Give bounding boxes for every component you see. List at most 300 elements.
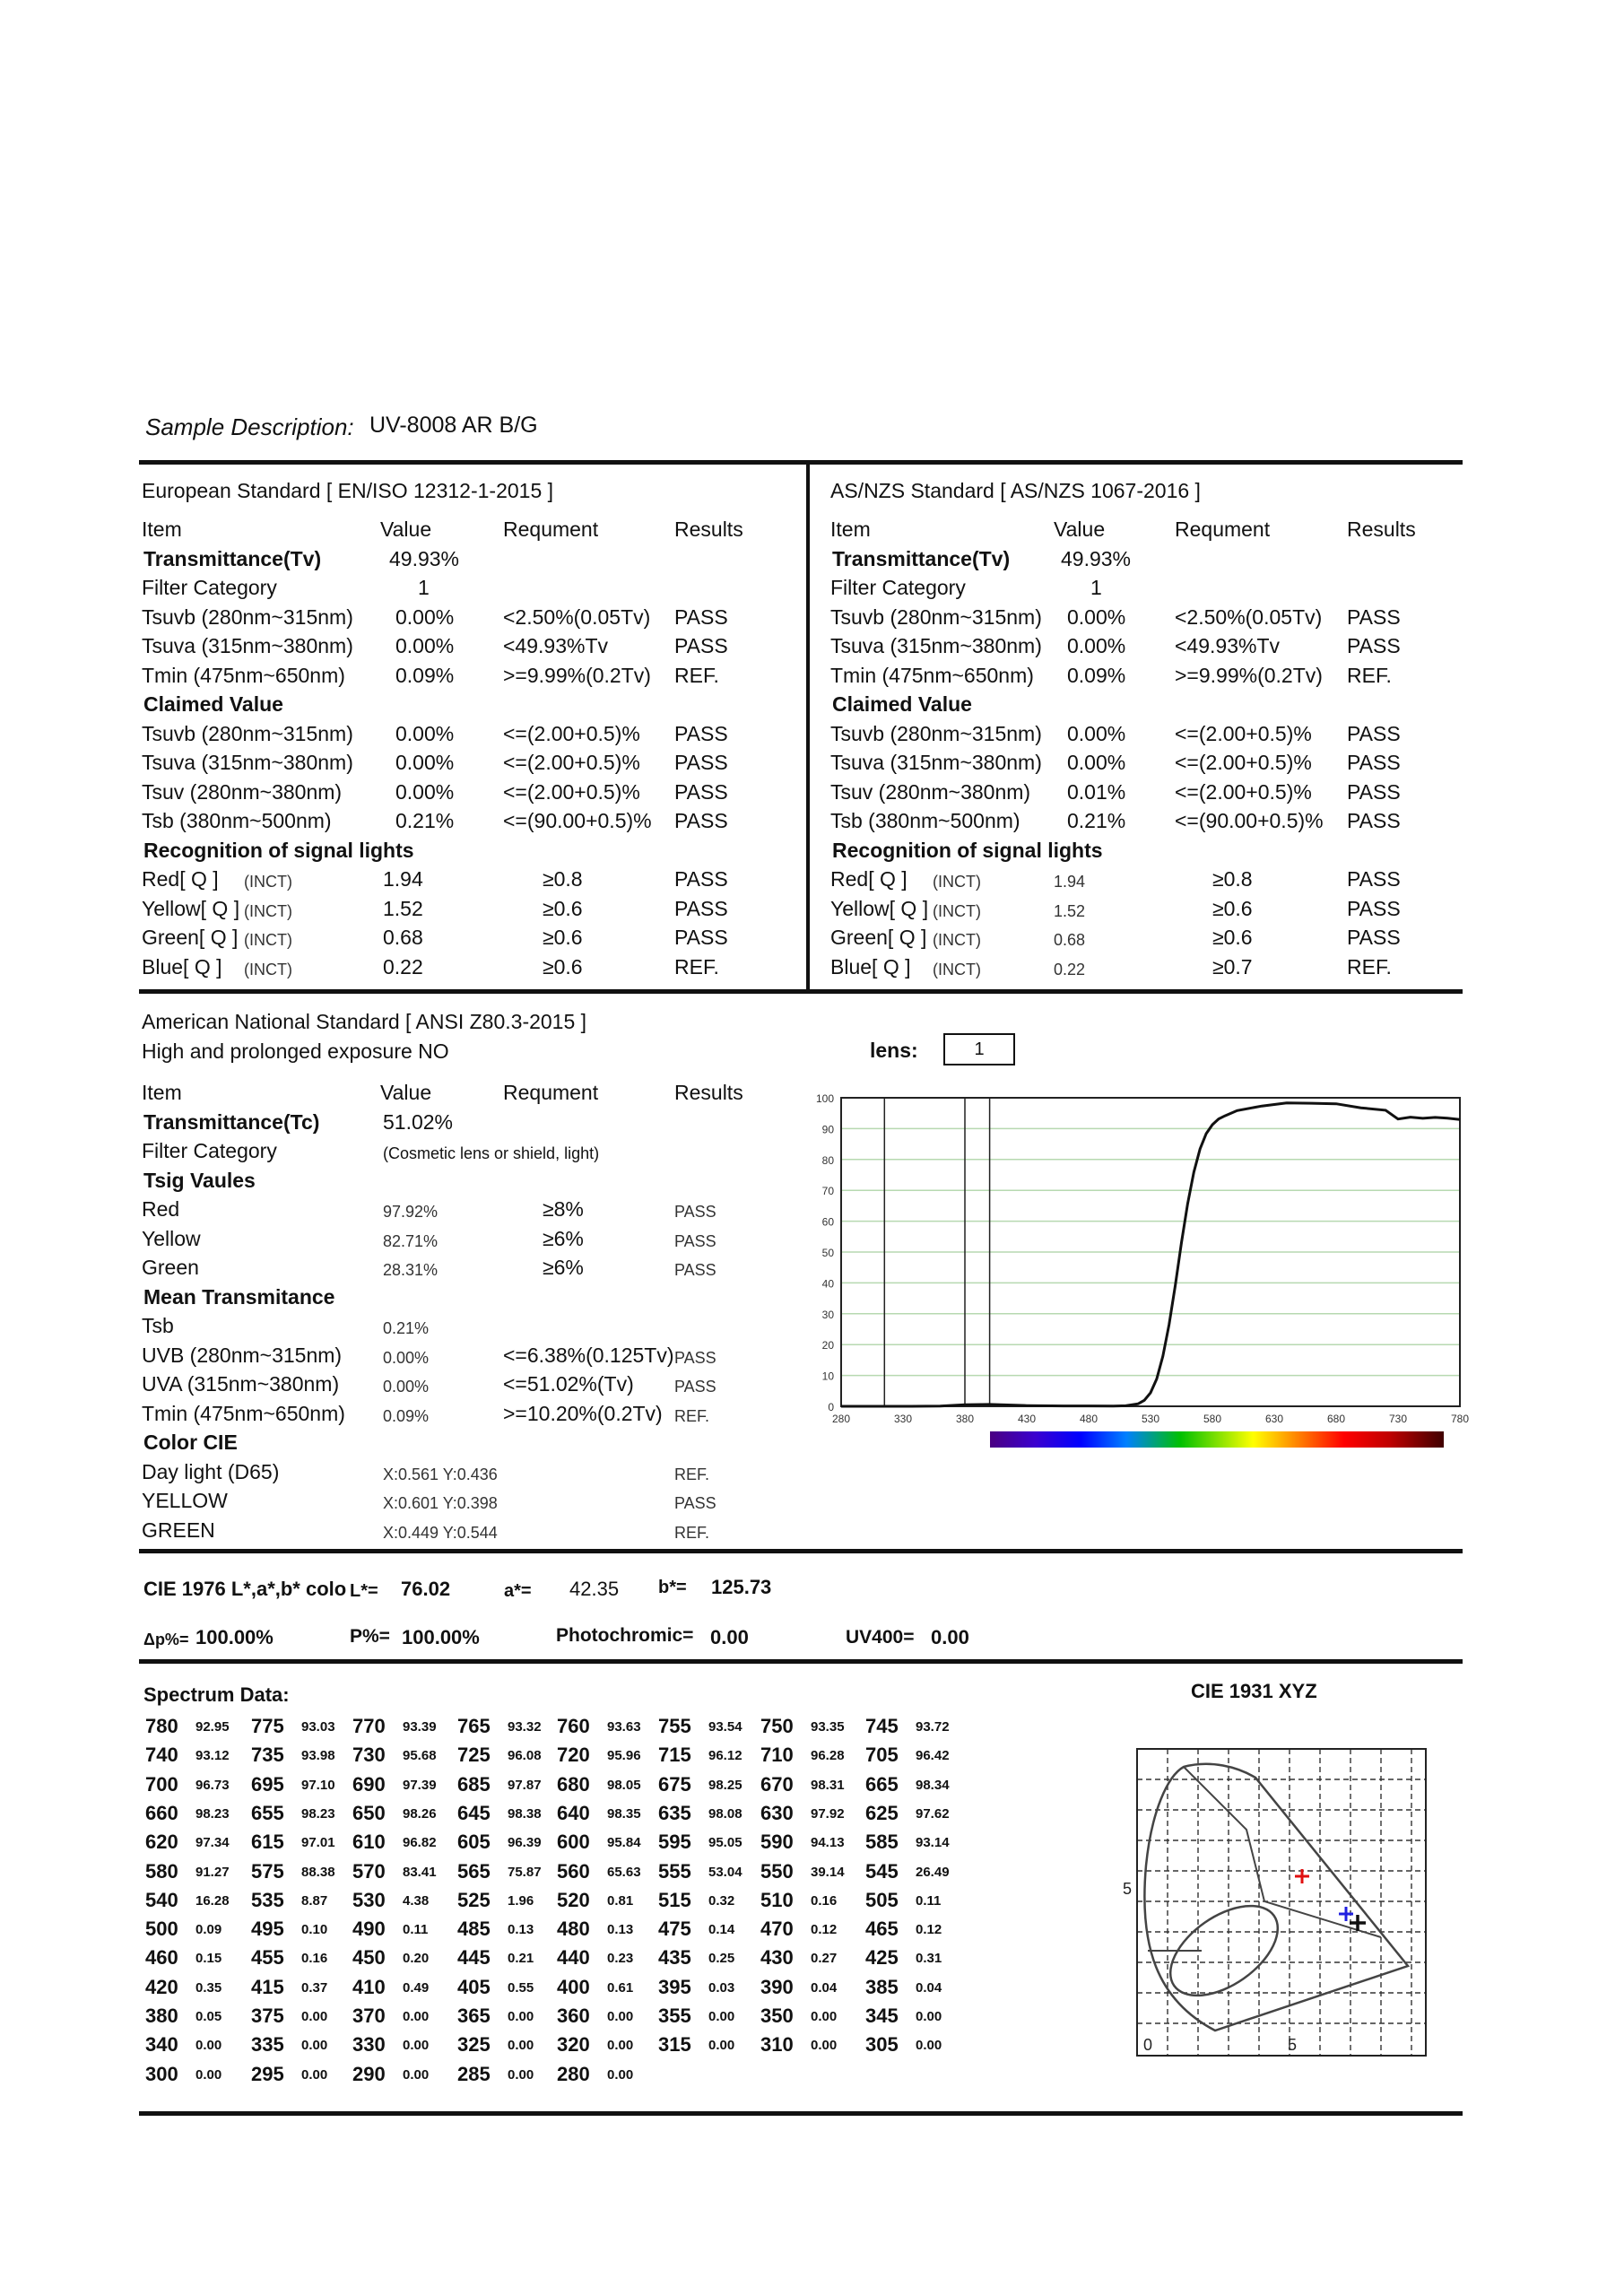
spectrum-value: 98.25	[708, 1777, 743, 1793]
as-title: AS/NZS Standard [ AS/NZS 1067-2016 ]	[830, 479, 1201, 502]
eu-signal-value: 1.52	[383, 897, 423, 920]
spectrum-wavelength: 575	[251, 1859, 284, 1883]
as-signal-result: PASS	[1347, 926, 1401, 949]
chart-x-tick-label: 530	[1141, 1413, 1160, 1425]
spectrum-value: 93.54	[708, 1719, 743, 1735]
P-value: 100.00%	[402, 1626, 480, 1648]
chart-y-tick-label: 40	[821, 1277, 834, 1291]
eu-claimed-title: Claimed Value	[143, 692, 283, 716]
eu-signal-tag: (INCT)	[244, 873, 292, 891]
dp-label: Δp%=	[143, 1631, 189, 1648]
as-header-req: Requment	[1175, 517, 1271, 541]
spectrum-wavelength: 310	[760, 2033, 794, 2057]
ansi-cie-result: PASS	[674, 1494, 716, 1512]
cie1931-diagram	[1121, 1731, 1444, 2072]
eu-claimed-req: <=(90.00+0.5)%	[503, 809, 652, 832]
top-rule	[139, 460, 1463, 465]
as-row-req: <49.93%Tv	[1175, 634, 1280, 657]
spectrum-wavelength: 475	[658, 1918, 691, 1941]
chart-x-tick-label: 630	[1264, 1413, 1284, 1425]
as-signal-label: Blue[ Q ]	[830, 955, 911, 978]
chart-x-tick-label: 430	[1017, 1413, 1037, 1425]
spectrum-wavelength: 280	[557, 2062, 590, 2085]
spectrum-value: 0.00	[301, 2038, 328, 2054]
spectrum-value: 98.34	[916, 1777, 950, 1793]
cie-locus	[1144, 1764, 1408, 2031]
spectrum-value: 96.42	[916, 1748, 950, 1764]
eu-row-value: 0.09%	[395, 664, 455, 687]
chart-y-tick-label: 30	[821, 1308, 834, 1321]
as-signal-req: ≥0.7	[1212, 955, 1253, 978]
chart-y-tick-label: 60	[821, 1215, 834, 1229]
eu-signal-result: PASS	[674, 897, 728, 920]
spectrum-wavelength: 755	[658, 1715, 691, 1737]
spectrum-wavelength: 320	[557, 2033, 590, 2057]
ansi-mean-result: PASS	[674, 1349, 716, 1367]
ansi-header-value: Value	[380, 1081, 432, 1104]
as-row-value: 0.00%	[1067, 634, 1126, 657]
eu-row-value: 0.00%	[395, 605, 455, 629]
eu-claimed-label: Tsuv (280nm~380nm)	[142, 780, 343, 804]
spectrum-wavelength: 625	[865, 1801, 899, 1824]
ansi-filter-label: Filter Category	[142, 1139, 277, 1162]
ansi-cie-result: REF.	[674, 1524, 710, 1542]
spectrum-value: 53.04	[708, 1864, 743, 1880]
spectrum-value: 75.87	[508, 1864, 542, 1880]
spectrum-value: 1.96	[508, 1892, 534, 1909]
cie-label-0: 0	[1143, 2036, 1153, 2054]
as-row-result: PASS	[1347, 605, 1401, 629]
as-signal-req: ≥0.6	[1212, 926, 1253, 949]
spectrum-wavelength: 420	[145, 1975, 178, 1998]
eu-claimed-result: PASS	[674, 722, 728, 745]
eu-signal-result: PASS	[674, 926, 728, 949]
ansi-cie-result: REF.	[674, 1465, 710, 1483]
spectrum-value: 0.13	[508, 1922, 534, 1938]
spectrum-wavelength: 290	[352, 2062, 386, 2085]
chart-x-tick-label: 730	[1388, 1413, 1408, 1425]
spectrum-wavelength: 405	[457, 1975, 491, 1998]
as-claimed-req: <=(2.00+0.5)%	[1175, 780, 1312, 804]
spectrum-wavelength: 630	[760, 1801, 794, 1824]
eu-row-label: Tsuvb (280nm~315nm)	[142, 605, 353, 629]
as-row-req: >=9.99%(0.2Tv)	[1175, 664, 1323, 687]
spectrum-value: 94.13	[811, 1835, 845, 1851]
as-signal-label: Yellow[ Q ]	[830, 897, 929, 920]
eu-signal-value: 1.94	[383, 867, 423, 891]
section-divider	[806, 465, 810, 994]
eu-claimed-value: 0.21%	[395, 809, 455, 832]
ansi-cie-label: Day light (D65)	[142, 1460, 280, 1483]
as-transmittance-label: Transmittance(Tv)	[832, 547, 1011, 570]
spectrum-wavelength: 440	[557, 1946, 590, 1970]
ansi-tsig-result: PASS	[674, 1203, 716, 1221]
as-filter-label: Filter Category	[830, 576, 966, 599]
as-claimed-result: PASS	[1347, 780, 1401, 804]
spectrum-value: 97.10	[301, 1777, 335, 1793]
ansi-tsig-req: ≥6%	[543, 1256, 584, 1279]
as-claimed-result: PASS	[1347, 722, 1401, 745]
as-transmittance-value: 49.93%	[1061, 547, 1132, 570]
spectrum-wavelength: 570	[352, 1859, 386, 1883]
ansi-transmittance-value: 51.02%	[383, 1110, 454, 1134]
spectrum-wavelength: 730	[352, 1744, 386, 1767]
spectrum-wavelength: 620	[145, 1831, 178, 1854]
spectrum-value: 97.62	[916, 1805, 950, 1822]
chart-x-tick-label: 380	[955, 1413, 975, 1425]
ansi-cie-title: Color CIE	[143, 1431, 238, 1454]
spectrum-wavelength: 530	[352, 1888, 386, 1911]
spectrum-wavelength: 590	[760, 1831, 794, 1854]
spectrum-wavelength: 780	[145, 1715, 178, 1737]
as-signal-tag: (INCT)	[933, 902, 981, 920]
ansi-mean-req: <=6.38%(0.125Tv)	[503, 1344, 674, 1367]
spectrum-wavelength: 770	[352, 1715, 386, 1737]
spectrum-wavelength: 315	[658, 2033, 691, 2057]
ansi-mean-value: 0.00%	[383, 1378, 430, 1396]
ansi-mean-req: >=10.20%(0.2Tv)	[503, 1402, 663, 1425]
spectrum-wavelength: 370	[352, 2005, 386, 2027]
spectrum-wavelength: 470	[760, 1918, 794, 1941]
ansi-cie-value: X:0.561 Y:0.436	[383, 1465, 498, 1483]
bottom-rule	[139, 2111, 1463, 2116]
as-signal-tag: (INCT)	[933, 873, 981, 891]
eu-claimed-value: 0.00%	[395, 751, 455, 774]
spectrum-value: 97.39	[403, 1777, 437, 1793]
dp-value: 100.00%	[195, 1626, 274, 1648]
chart-y-tick-label: 100	[815, 1092, 834, 1105]
spectrum-value: 0.10	[301, 1922, 328, 1938]
spectrum-wavelength: 410	[352, 1975, 386, 1998]
chart-x-tick-label: 480	[1079, 1413, 1099, 1425]
spectrum-value: 0.12	[916, 1922, 942, 1938]
ansi-transmittance-label: Transmittance(Tc)	[143, 1110, 320, 1134]
eu-signal-label: Yellow[ Q ]	[142, 897, 240, 920]
ansi-header-req: Requment	[503, 1081, 599, 1104]
ansi-tsig-req: ≥6%	[543, 1227, 584, 1250]
eu-signal-result: REF.	[674, 955, 719, 978]
spectrum-wavelength: 715	[658, 1744, 691, 1767]
cie1976-label: CIE 1976 L*,a*,b* colo	[143, 1578, 347, 1600]
as-signal-value: 1.52	[1054, 902, 1086, 920]
as-signal-title: Recognition of signal lights	[832, 839, 1103, 862]
as-claimed-req: <=(2.00+0.5)%	[1175, 751, 1312, 774]
eu-signal-req: ≥0.8	[543, 867, 583, 891]
spectrum-wavelength: 725	[457, 1744, 491, 1767]
spectrum-value: 26.49	[916, 1864, 950, 1880]
spectrum-wavelength: 340	[145, 2033, 178, 2057]
as-filter-value: 1	[1090, 576, 1102, 599]
spectrum-value: 0.11	[403, 1922, 429, 1938]
eu-claimed-result: PASS	[674, 780, 728, 804]
spectrum-value: 0.00	[403, 2038, 430, 2054]
as-claimed-value: 0.00%	[1067, 722, 1126, 745]
spectrum-value: 0.16	[811, 1892, 838, 1909]
spectrum-wavelength: 635	[658, 1801, 691, 1824]
ansi-cie-label: GREEN	[142, 1518, 215, 1542]
as-row-label: Tsuvb (280nm~315nm)	[830, 605, 1042, 629]
as-claimed-result: PASS	[1347, 751, 1401, 774]
as-header-item: Item	[830, 517, 871, 541]
cie-label-5y: 5	[1123, 1880, 1133, 1898]
spectrum-wavelength: 710	[760, 1744, 794, 1767]
spectrum-wavelength: 385	[865, 1975, 899, 1998]
spectrum-value: 98.38	[508, 1805, 542, 1822]
spectrum-value: 0.00	[301, 2066, 328, 2083]
eu-claimed-value: 0.00%	[395, 780, 455, 804]
cie1976-L-label: L*=	[350, 1581, 378, 1601]
as-row-result: REF.	[1347, 664, 1392, 687]
as-signal-tag: (INCT)	[933, 961, 981, 978]
spectrum-value: 96.28	[811, 1748, 845, 1764]
chart-x-tick-label: 780	[1450, 1413, 1469, 1425]
ansi-title: American National Standard [ ANSI Z80.3-2015 ]	[142, 1010, 587, 1033]
as-signal-req: ≥0.6	[1212, 897, 1253, 920]
spectrum-value: 0.00	[508, 2066, 534, 2083]
eu-signal-value: 0.68	[383, 926, 423, 949]
spectrum-value: 0.00	[811, 2009, 838, 2024]
chart-x-tick-label: 280	[831, 1413, 851, 1425]
ansi-filter-value: (Cosmetic lens or shield, light)	[383, 1144, 600, 1162]
spectrum-value: 95.68	[403, 1748, 437, 1764]
spectrum-wavelength: 425	[865, 1946, 899, 1970]
as-signal-label: Red[ Q ]	[830, 867, 908, 891]
spectrum-wavelength: 750	[760, 1715, 794, 1737]
spectrum-value: 65.63	[607, 1864, 641, 1880]
spectrum-value: 0.00	[708, 2009, 735, 2024]
eu-header-item: Item	[142, 517, 182, 541]
cie-inner-gamut	[1184, 1767, 1381, 1937]
spectrum-value: 0.00	[916, 2038, 942, 2054]
eu-claimed-result: PASS	[674, 809, 728, 832]
spectrum-value: 0.27	[811, 1951, 838, 1967]
spectrum-wavelength: 415	[251, 1975, 284, 1998]
spectrum-value: 93.39	[403, 1719, 437, 1735]
spectrum-value: 0.61	[607, 1979, 634, 1996]
spectrum-value: 93.35	[811, 1719, 845, 1735]
spectrum-wavelength: 680	[557, 1772, 590, 1796]
spectrum-value: 0.00	[916, 2009, 942, 2024]
spectrum-value: 0.55	[508, 1979, 534, 1996]
cie-frame	[1137, 1749, 1426, 2056]
eu-signal-tag: (INCT)	[244, 931, 292, 949]
spectrum-value: 0.37	[301, 1979, 328, 1996]
ansi-mean-result: REF.	[674, 1407, 710, 1425]
eu-signal-tag: (INCT)	[244, 961, 292, 978]
spectrum-value: 0.00	[403, 2066, 430, 2083]
as-row-result: PASS	[1347, 634, 1401, 657]
section-rule	[139, 1659, 1463, 1664]
spectrum-wavelength: 645	[457, 1801, 491, 1824]
spectrum-value: 0.12	[811, 1922, 838, 1938]
section-rule	[139, 1549, 1463, 1553]
cie-red-marker	[1295, 1869, 1309, 1883]
eu-header-results: Results	[674, 517, 743, 541]
eu-signal-req: ≥0.6	[543, 955, 583, 978]
cie1976-b-value: 125.73	[711, 1576, 772, 1598]
spectrum-wavelength: 565	[457, 1859, 491, 1883]
spectrum-value: 0.00	[607, 2009, 634, 2024]
ansi-tsig-label: Yellow	[142, 1227, 201, 1250]
spectrum-value: 0.00	[811, 2038, 838, 2054]
spectrum-title: Spectrum Data:	[143, 1683, 290, 1706]
spectrum-value: 92.95	[195, 1719, 230, 1735]
spectrum-value: 98.23	[301, 1805, 335, 1822]
sample-label: Sample Description:	[145, 413, 354, 440]
spectrum-value: 0.11	[916, 1892, 942, 1909]
spectrum-wavelength: 595	[658, 1831, 691, 1854]
spectrum-wavelength: 605	[457, 1831, 491, 1854]
spectrum-value: 91.27	[195, 1864, 230, 1880]
spectrum-value: 83.41	[403, 1864, 437, 1880]
spectrum-value: 0.49	[403, 1979, 430, 1996]
as-claimed-value: 0.01%	[1067, 780, 1126, 804]
eu-signal-result: PASS	[674, 867, 728, 891]
chart-y-tick-label: 80	[821, 1153, 834, 1167]
ansi-tsig-value: 82.71%	[383, 1232, 439, 1250]
spectrum-value: 0.16	[301, 1951, 328, 1967]
transmission-chart	[805, 1085, 1469, 1462]
spectrum-value: 0.35	[195, 1979, 222, 1996]
spectrum-value: 93.72	[916, 1719, 950, 1735]
ansi-cie-label: YELLOW	[142, 1489, 228, 1512]
eu-row-req: <49.93%Tv	[503, 634, 608, 657]
as-signal-value: 0.22	[1054, 961, 1086, 978]
ansi-header-item: Item	[142, 1081, 182, 1104]
eu-claimed-label: Tsuvb (280nm~315nm)	[142, 722, 353, 745]
spectrum-value: 0.23	[607, 1951, 634, 1967]
ansi-tsb-value: 0.21%	[383, 1319, 430, 1337]
spectrum-wavelength: 745	[865, 1715, 899, 1737]
spectrum-wavelength: 610	[352, 1831, 386, 1854]
as-claimed-req: <=(90.00+0.5)%	[1175, 809, 1324, 832]
spectrum-wavelength: 330	[352, 2033, 386, 2057]
cie1976-b-label: b*=	[658, 1578, 687, 1597]
ansi-tsig-req: ≥8%	[543, 1197, 584, 1221]
ansi-tsig-title: Tsig Vaules	[143, 1169, 256, 1192]
spectrum-wavelength: 585	[865, 1831, 899, 1854]
spectrum-value: 93.32	[508, 1719, 542, 1735]
eu-row-label: Tsuva (315nm~380nm)	[142, 634, 353, 657]
spectrum-value: 97.87	[508, 1777, 542, 1793]
eu-header-value: Value	[380, 517, 432, 541]
spectrum-value: 93.12	[195, 1748, 230, 1764]
spectrum-wavelength: 580	[145, 1859, 178, 1883]
as-claimed-req: <=(2.00+0.5)%	[1175, 722, 1312, 745]
spectrum-wavelength: 380	[145, 2005, 178, 2027]
uv400-label: UV400=	[846, 1627, 915, 1648]
eu-header-req: Requment	[503, 517, 599, 541]
eu-row-label: Tmin (475nm~650nm)	[142, 664, 345, 687]
chart-x-tick-label: 680	[1326, 1413, 1346, 1425]
spectrum-wavelength: 665	[865, 1772, 899, 1796]
spectrum-wavelength: 660	[145, 1801, 178, 1824]
spectrum-value: 0.00	[607, 2066, 634, 2083]
chart-y-tick-label: 50	[821, 1247, 834, 1259]
ansi-mean-value: 0.00%	[383, 1349, 430, 1367]
as-row-label: Tsuva (315nm~380nm)	[830, 634, 1042, 657]
spectrum-wavelength: 670	[760, 1772, 794, 1796]
spectrum-wavelength: 350	[760, 2005, 794, 2027]
spectrum-wavelength: 305	[865, 2033, 899, 2057]
eu-claimed-req: <=(2.00+0.5)%	[503, 780, 640, 804]
spectrum-wavelength: 365	[457, 2005, 491, 2027]
spectrum-wavelength: 535	[251, 1888, 284, 1911]
spectrum-wavelength: 555	[658, 1859, 691, 1883]
as-signal-value: 1.94	[1054, 873, 1086, 891]
spectrum-wavelength: 485	[457, 1918, 491, 1941]
chart-y-tick-label: 10	[821, 1370, 834, 1383]
spectrum-value: 98.05	[607, 1777, 641, 1793]
eu-filter-label: Filter Category	[142, 576, 277, 599]
eu-row-value: 0.00%	[395, 634, 455, 657]
spectrum-wavelength: 640	[557, 1801, 590, 1824]
spectrum-wavelength: 740	[145, 1744, 178, 1767]
ansi-tsig-value: 28.31%	[383, 1261, 439, 1279]
spectrum-value: 97.01	[301, 1835, 335, 1851]
spectrum-value: 0.00	[301, 2009, 328, 2024]
spectrum-wavelength: 395	[658, 1975, 691, 1998]
as-signal-result: REF.	[1347, 955, 1392, 978]
as-signal-value: 0.68	[1054, 931, 1086, 949]
spectrum-wavelength: 285	[457, 2062, 491, 2085]
spectrum-wavelength: 650	[352, 1801, 386, 1824]
as-signal-result: PASS	[1347, 897, 1401, 920]
sample-value: UV-8008 AR B/G	[369, 413, 538, 438]
spectrum-value: 0.04	[811, 1979, 838, 1996]
spectrum-wavelength: 495	[251, 1918, 284, 1941]
eu-row-result: REF.	[674, 664, 719, 687]
ansi-mean-req: <=51.02%(Tv)	[503, 1372, 634, 1396]
ansi-mean-label: UVB (280nm~315nm)	[142, 1344, 343, 1367]
lens-label: lens:	[870, 1039, 918, 1062]
spectrum-wavelength: 455	[251, 1946, 284, 1970]
spectrum-wavelength: 615	[251, 1831, 284, 1854]
spectrum-value: 0.00	[508, 2009, 534, 2024]
P-label: P%=	[350, 1626, 390, 1647]
uv400-value: 0.00	[931, 1626, 969, 1648]
chart-y-tick-label: 90	[821, 1123, 834, 1136]
spectrum-wavelength: 655	[251, 1801, 284, 1824]
chart-transmission-line	[841, 1103, 1460, 1406]
spectrum-value: 0.15	[195, 1951, 222, 1967]
spectrum-value: 16.28	[195, 1892, 230, 1909]
as-signal-tag: (INCT)	[933, 931, 981, 949]
ansi-tsig-label: Red	[142, 1197, 180, 1221]
eu-claimed-req: <=(2.00+0.5)%	[503, 722, 640, 745]
spectrum-wavelength: 720	[557, 1744, 590, 1767]
eu-claimed-label: Tsb (380nm~500nm)	[142, 809, 332, 832]
spectrum-value: 0.03	[708, 1979, 735, 1996]
spectrum-wavelength: 675	[658, 1772, 691, 1796]
as-row-value: 0.00%	[1067, 605, 1126, 629]
spectrum-value: 95.05	[708, 1835, 743, 1851]
spectrum-value: 0.05	[195, 2009, 222, 2024]
spectrum-wavelength: 525	[457, 1888, 491, 1911]
ansi-tsig-result: PASS	[674, 1232, 716, 1250]
spectrum-value: 0.20	[403, 1951, 430, 1967]
spectrum-value: 0.14	[708, 1922, 735, 1938]
eu-row-result: PASS	[674, 634, 728, 657]
eu-title: European Standard [ EN/ISO 12312-1-2015 ]	[142, 479, 554, 502]
spectrum-wavelength: 760	[557, 1715, 590, 1737]
spectrum-value: 97.92	[811, 1805, 845, 1822]
ansi-tsig-value: 97.92%	[383, 1203, 439, 1221]
eu-filter-value: 1	[418, 576, 430, 599]
as-row-label: Tmin (475nm~650nm)	[830, 664, 1034, 687]
eu-row-result: PASS	[674, 605, 728, 629]
ansi-mean-label: Tmin (475nm~650nm)	[142, 1402, 345, 1425]
